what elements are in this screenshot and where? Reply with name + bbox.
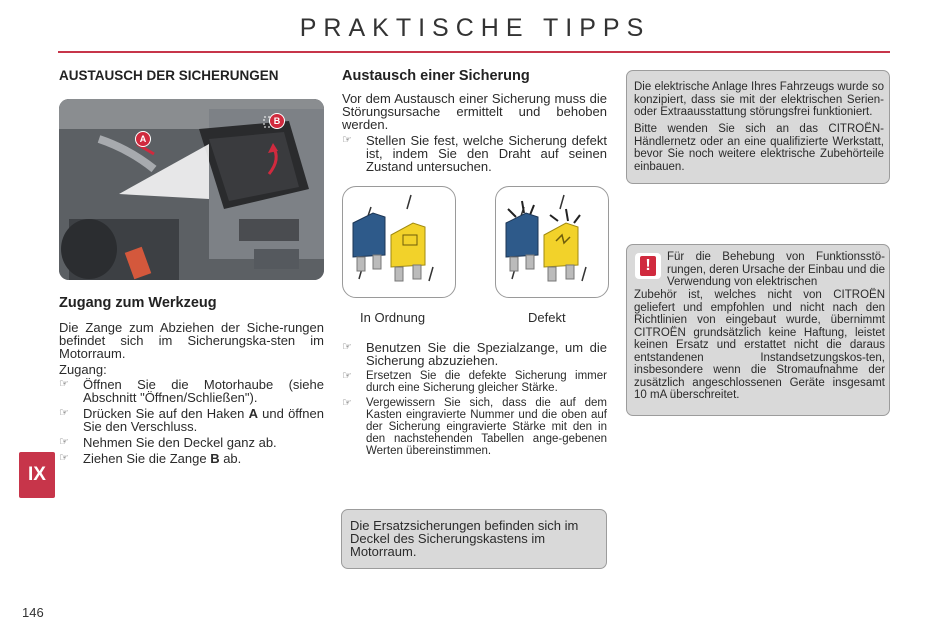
pointing-hand-icon: ☞	[59, 452, 69, 464]
list-item	[59, 378, 324, 404]
pointing-hand-icon: ☞	[342, 370, 352, 382]
electrical-info-box	[626, 70, 890, 184]
list-item	[342, 341, 607, 367]
warning-body-text: Zubehör ist, welches nicht von CITROËN geliefert und empfohlen und nicht nach den Richtlinien von eingebaut wurde, übernimmt CITROËN grundsätzlich keine Haftung, leistet keinen Ersatz und erstattet nicht die daraus entstandenen Instandsetzungskos-ten, insbesondere wenn die Stromaufnahme der zusätzlich angeschlossenen Geräte insgesamt 10 mA überschreitet.	[634, 289, 885, 401]
pointing-hand-icon: ☞	[342, 341, 352, 353]
fuse-defect-label: Defekt	[528, 310, 566, 325]
pointing-hand-icon: ☞	[342, 134, 352, 146]
list-item	[59, 452, 324, 465]
replace-intro: Vor dem Austausch einer Sicherung muss die Störungsursache ermittelt und behoben werden.	[342, 91, 607, 132]
callout-b: B	[269, 113, 285, 129]
spare-fuse-note-box	[341, 509, 607, 569]
access-steps	[59, 378, 324, 468]
chapter-tab: IX	[19, 452, 55, 498]
step-key: B	[210, 451, 220, 466]
step-text: Nehmen Sie den Deckel ganz ab.	[83, 435, 277, 450]
list-item	[342, 397, 607, 457]
list-item	[59, 436, 324, 449]
step-text: Ersetzen Sie die defekte Sicherung immer durch eine Sicherung gleicher Stärke.	[366, 370, 607, 394]
step-text: Drücken Sie auf den Haken	[83, 406, 249, 421]
step-text: Ziehen Sie die Zange	[83, 451, 211, 466]
title-divider	[58, 51, 890, 53]
step-text: Vergewissern Sie sich, dass die auf dem Kasten eingravierte Nummer und die oben auf der Sicherung eingravierte Stärke mit den in den nachstehenden Tabellen ange-gebenen Werten übereinstimmen.	[366, 397, 607, 457]
engine-bay-illustration	[59, 99, 324, 280]
info-paragraph-2: Bitte wenden Sie sich an das CITROËN-Händlernetz oder an eine qualifizierte Werkstatt, bevor Sie noch weitere elektrische Zubehörteile einbauen.	[634, 123, 884, 173]
section-title: AUSTAUSCH DER SICHERUNGEN	[59, 68, 279, 83]
step-text: Öffnen Sie die Motorhaube (siehe Abschnitt "Öffnen/Schließen").	[83, 377, 324, 405]
warning-lead-text: Für die Behebung von Funktionsstö-rungen, deren Ursache der Einbau und die Verwendung von elektrischen	[667, 251, 885, 288]
info-paragraph-1: Die elektrische Anlage Ihres Fahrzeugs wurde so konzipiert, dass sie mit der elektrischen Serien-oder Extraausstattung störungsfrei funktioniert.	[634, 81, 884, 118]
check-step-list	[342, 134, 607, 176]
callout-a: A	[135, 131, 151, 147]
tool-heading: Zugang zum Werkzeug	[59, 295, 217, 311]
pointing-hand-icon: ☞	[342, 397, 352, 409]
spare-fuse-note: Die Ersatzsicherungen befinden sich im Deckel des Sicherungskastens im Motorraum.	[350, 518, 579, 559]
engine-fusebox-photo	[59, 99, 324, 280]
list-item	[342, 134, 607, 173]
warning-icon	[635, 253, 661, 279]
tool-text: Die Zange zum Abziehen der Siche-rungen befindet sich im Sicherungska-sten im Motorraum.	[59, 320, 324, 361]
step-text-suffix: ab.	[219, 451, 242, 466]
replace-heading: Austausch einer Sicherung	[342, 68, 530, 84]
exclamation-icon: !	[640, 256, 656, 276]
pointing-hand-icon: ☞	[59, 436, 69, 448]
access-label: Zugang:	[59, 362, 107, 377]
warning-box	[626, 244, 890, 416]
fuse-defect-illustration	[495, 186, 609, 298]
list-item	[59, 407, 324, 433]
step-text-suffix: und öffnen Sie den Verschluss.	[83, 406, 324, 434]
step-text: Benutzen Sie die Spezialzange, um die Sicherung abzuziehen.	[366, 340, 607, 368]
step-text: Stellen Sie fest, welche Sicherung defekt ist, indem Sie den Draht auf seinen Zustand untersuchen.	[366, 133, 607, 174]
page-number: 146	[22, 605, 44, 620]
step-key: A	[248, 406, 258, 421]
pointing-hand-icon: ☞	[59, 407, 69, 419]
pointing-hand-icon: ☞	[59, 378, 69, 390]
fuse-defect-icon	[496, 187, 608, 297]
replace-steps	[342, 341, 607, 460]
fuse-ok-illustration	[342, 186, 456, 298]
page-title: PRAKTISCHE TIPPS	[299, 14, 651, 42]
list-item	[342, 370, 607, 394]
fuse-ok-label: In Ordnung	[360, 310, 426, 325]
fuse-ok-icon	[343, 187, 455, 297]
